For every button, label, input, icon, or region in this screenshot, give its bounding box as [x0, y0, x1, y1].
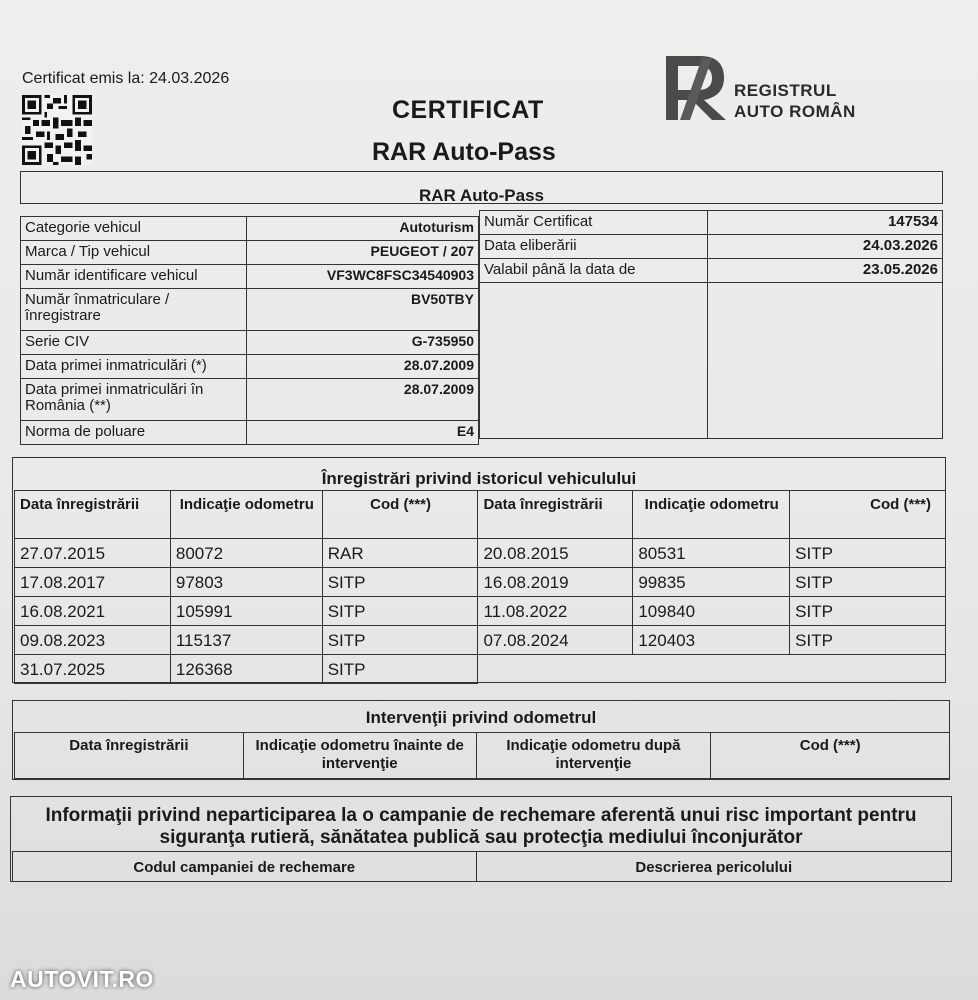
autovit-watermark: AUTOVIT.RO — [10, 966, 154, 992]
history-cell: SITP — [790, 597, 946, 626]
certificate-subtitle: RAR Auto-Pass — [372, 138, 556, 166]
vehicle-label: Categorie vehicul — [21, 217, 247, 241]
history-cell: 11.08.2022 — [478, 597, 633, 626]
certificate-value: 24.03.2026 — [708, 235, 943, 259]
history-header-cell: Data înregistrării — [478, 491, 633, 539]
issued-date-line: Certificat emis la: 24.03.2026 — [22, 70, 230, 87]
vehicle-value: BV50TBY — [247, 289, 479, 331]
vehicle-label: Data primei inmatriculări în România (**) — [21, 379, 247, 421]
interventions-header-cell: Indicaţie odometru după intervenţie — [476, 733, 711, 779]
history-header-cell: Cod (***) — [322, 491, 478, 539]
history-cell: SITP — [790, 626, 946, 655]
interventions-header-cell: Data înregistrării — [15, 733, 244, 779]
history-row — [15, 626, 946, 655]
interventions-table — [14, 732, 950, 779]
recall-table — [12, 851, 952, 882]
certificate-value: 23.05.2026 — [708, 259, 943, 283]
certificate-row — [480, 259, 943, 283]
history-header-row — [15, 491, 946, 539]
history-cell: 27.07.2015 — [15, 539, 171, 568]
vehicle-row — [21, 331, 479, 355]
logo-line-2: AUTO ROMÂN — [734, 102, 856, 121]
recall-header-row — [13, 852, 952, 882]
history-cell: 126368 — [170, 655, 322, 684]
vehicle-row — [21, 421, 479, 445]
history-header-cell: Indicaţie odometru — [633, 491, 790, 539]
history-cell: SITP — [322, 655, 478, 684]
history-cell: SITP — [322, 568, 478, 597]
recall-section-title: Informaţii privind neparticiparea la o campanie de rechemare aferentă unui risc important pentru siguranţa rutieră, sănătatea publică sau protecţia mediului înconjurător — [45, 805, 917, 848]
certificate-row — [480, 211, 943, 235]
history-row — [15, 539, 946, 568]
recall-header-cell: Descrierea pericolului — [476, 852, 952, 882]
history-cell: 99835 — [633, 568, 790, 597]
empty-cell — [478, 655, 633, 684]
vehicle-value: G-735950 — [247, 331, 479, 355]
history-cell: 16.08.2021 — [15, 597, 171, 626]
vehicle-row — [21, 355, 479, 379]
vehicle-value: VF3WC8FSC34540903 — [247, 265, 479, 289]
vehicle-details-table — [20, 216, 479, 445]
certificate-label: Număr Certificat — [480, 211, 708, 235]
vehicle-row — [21, 289, 479, 331]
logo-line-1: REGISTRUL — [734, 81, 837, 100]
history-cell: 31.07.2025 — [15, 655, 171, 684]
vehicle-value: Autoturism — [247, 217, 479, 241]
certificate-value: 147534 — [708, 211, 943, 235]
history-cell: RAR — [322, 539, 478, 568]
details-section-title: RAR Auto-Pass — [419, 186, 544, 205]
vehicle-row — [21, 241, 479, 265]
empty-cell — [790, 655, 946, 684]
history-cell: SITP — [322, 626, 478, 655]
history-cell: 80072 — [170, 539, 322, 568]
empty-cell — [633, 655, 790, 684]
recall-header-cell: Codul campaniei de rechemare — [13, 852, 477, 882]
history-table — [14, 490, 946, 684]
history-cell: 17.08.2017 — [15, 568, 171, 597]
certificate-label: Data eliberării — [480, 235, 708, 259]
history-header-cell: Indicaţie odometru — [170, 491, 322, 539]
history-cell: 105991 — [170, 597, 322, 626]
history-cell: 80531 — [633, 539, 790, 568]
history-cell: 115137 — [170, 626, 322, 655]
rar-logo-text — [734, 80, 856, 122]
history-row — [15, 655, 946, 684]
vehicle-label: Număr identificare vehicul — [21, 265, 247, 289]
certificate-row — [480, 235, 943, 259]
history-cell: SITP — [322, 597, 478, 626]
vehicle-value: PEUGEOT / 207 — [247, 241, 479, 265]
interventions-header-row — [15, 733, 950, 779]
empty-cell — [708, 283, 943, 439]
interventions-header-cell: Cod (***) — [711, 733, 950, 779]
vehicle-value: 28.07.2009 — [247, 355, 479, 379]
history-row — [15, 597, 946, 626]
certificate-empty-row — [480, 283, 943, 439]
history-cell: 07.08.2024 — [478, 626, 633, 655]
vehicle-value: 28.07.2009 — [247, 379, 479, 421]
history-row — [15, 568, 946, 597]
history-cell: SITP — [790, 539, 946, 568]
history-cell: 97803 — [170, 568, 322, 597]
vehicle-value: E4 — [247, 421, 479, 445]
empty-cell — [480, 283, 708, 439]
vehicle-label: Marca / Tip vehicul — [21, 241, 247, 265]
vehicle-label: Data primei inmatriculări (*) — [21, 355, 247, 379]
history-cell: 120403 — [633, 626, 790, 655]
interventions-header-cell: Indicaţie odometru înainte de intervenţie — [243, 733, 476, 779]
interventions-section-title: Intervenţii privind odometrul — [365, 708, 597, 727]
history-cell: 109840 — [633, 597, 790, 626]
history-header-cell: Data înregistrării — [15, 491, 171, 539]
certificate-details-table — [479, 210, 943, 439]
qr-code-icon — [22, 95, 92, 165]
history-cell: 09.08.2023 — [15, 626, 171, 655]
vehicle-row — [21, 379, 479, 421]
vehicle-label: Număr înmatriculare / înregistrare — [21, 289, 247, 331]
history-cell: 16.08.2019 — [478, 568, 633, 597]
history-cell: SITP — [790, 568, 946, 597]
history-section-title: Înregistrări privind istoricul vehiculului — [321, 469, 637, 488]
certificate-label: Valabil până la data de — [480, 259, 708, 283]
certificate-title: CERTIFICAT — [392, 96, 544, 124]
history-header-cell: Cod (***) — [790, 491, 946, 539]
vehicle-row — [21, 265, 479, 289]
vehicle-label: Serie CIV — [21, 331, 247, 355]
history-cell: 20.08.2015 — [478, 539, 633, 568]
vehicle-label: Norma de poluare — [21, 421, 247, 445]
vehicle-row — [21, 217, 479, 241]
